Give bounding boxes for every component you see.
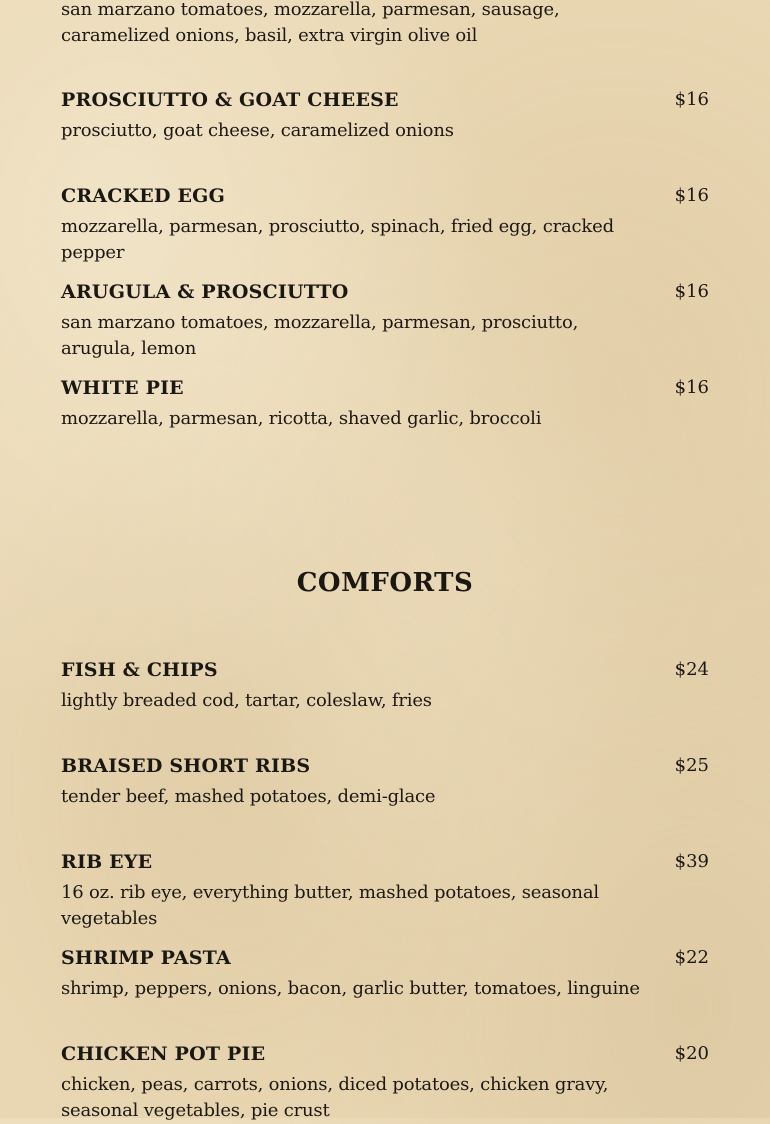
item-name: BRAISED SHORT RIBS xyxy=(61,755,311,777)
item-description: san marzano tomatoes, mozzarella, parmesan, prosciutto, arugula, lemon xyxy=(61,312,579,359)
item-description: shrimp, peppers, onions, bacon, garlic butter, tomatoes, linguine xyxy=(61,978,640,999)
item-price: $25 xyxy=(674,755,709,776)
item-description: prosciutto, goat cheese, caramelized onions xyxy=(61,120,454,141)
item-name: SHRIMP PASTA xyxy=(61,947,231,969)
menu-item-white-pie xyxy=(61,375,709,432)
item-price: $20 xyxy=(674,1043,709,1064)
item-price: $16 xyxy=(674,377,709,398)
section-title-comforts: COMFORTS xyxy=(296,568,474,598)
item-name: RIB EYE xyxy=(61,851,153,873)
menu-item-shrimp-pasta xyxy=(61,945,709,1002)
item-price: $16 xyxy=(674,185,709,206)
item-name: CHICKEN POT PIE xyxy=(61,1043,266,1065)
item-description: chicken, peas, carrots, onions, diced potatoes, chicken gravy, seasonal vegetables, pie crust xyxy=(61,1074,609,1121)
item-price: $24 xyxy=(674,659,709,680)
item-name: ARUGULA & PROSCIUTTO xyxy=(61,281,349,303)
lead-item-description: san marzano tomatoes, mozzarella, parmesan, sausage, caramelized onions, basil, extra virgin olive oil xyxy=(61,0,560,46)
item-price: $39 xyxy=(674,851,709,872)
menu-item-chicken-pot-pie xyxy=(61,1041,709,1124)
menu-item-braised-short-ribs xyxy=(61,753,709,810)
menu-item-fish-chips xyxy=(61,657,709,714)
item-description: mozzarella, parmesan, prosciutto, spinach, fried egg, cracked pepper xyxy=(61,216,614,263)
item-price: $22 xyxy=(674,947,709,968)
item-name: CRACKED EGG xyxy=(61,185,225,207)
item-description: 16 oz. rib eye, everything butter, mashed potatoes, seasonal vegetables xyxy=(61,882,599,929)
menu-item-rib-eye xyxy=(61,849,709,932)
menu-item-cracked-egg xyxy=(61,183,709,266)
item-name: PROSCIUTTO & GOAT CHEESE xyxy=(61,89,399,111)
item-price: $16 xyxy=(674,89,709,110)
item-name: WHITE PIE xyxy=(61,377,184,399)
item-description: lightly breaded cod, tartar, coleslaw, fries xyxy=(61,690,432,711)
item-price: $16 xyxy=(674,281,709,302)
item-description: mozzarella, parmesan, ricotta, shaved garlic, broccoli xyxy=(61,408,542,429)
menu-item-arugula-prosciutto xyxy=(61,279,709,362)
item-name: FISH & CHIPS xyxy=(61,659,218,681)
menu-item-prosciutto-goat-cheese xyxy=(61,87,709,144)
item-description: tender beef, mashed potatoes, demi-glace xyxy=(61,786,436,807)
